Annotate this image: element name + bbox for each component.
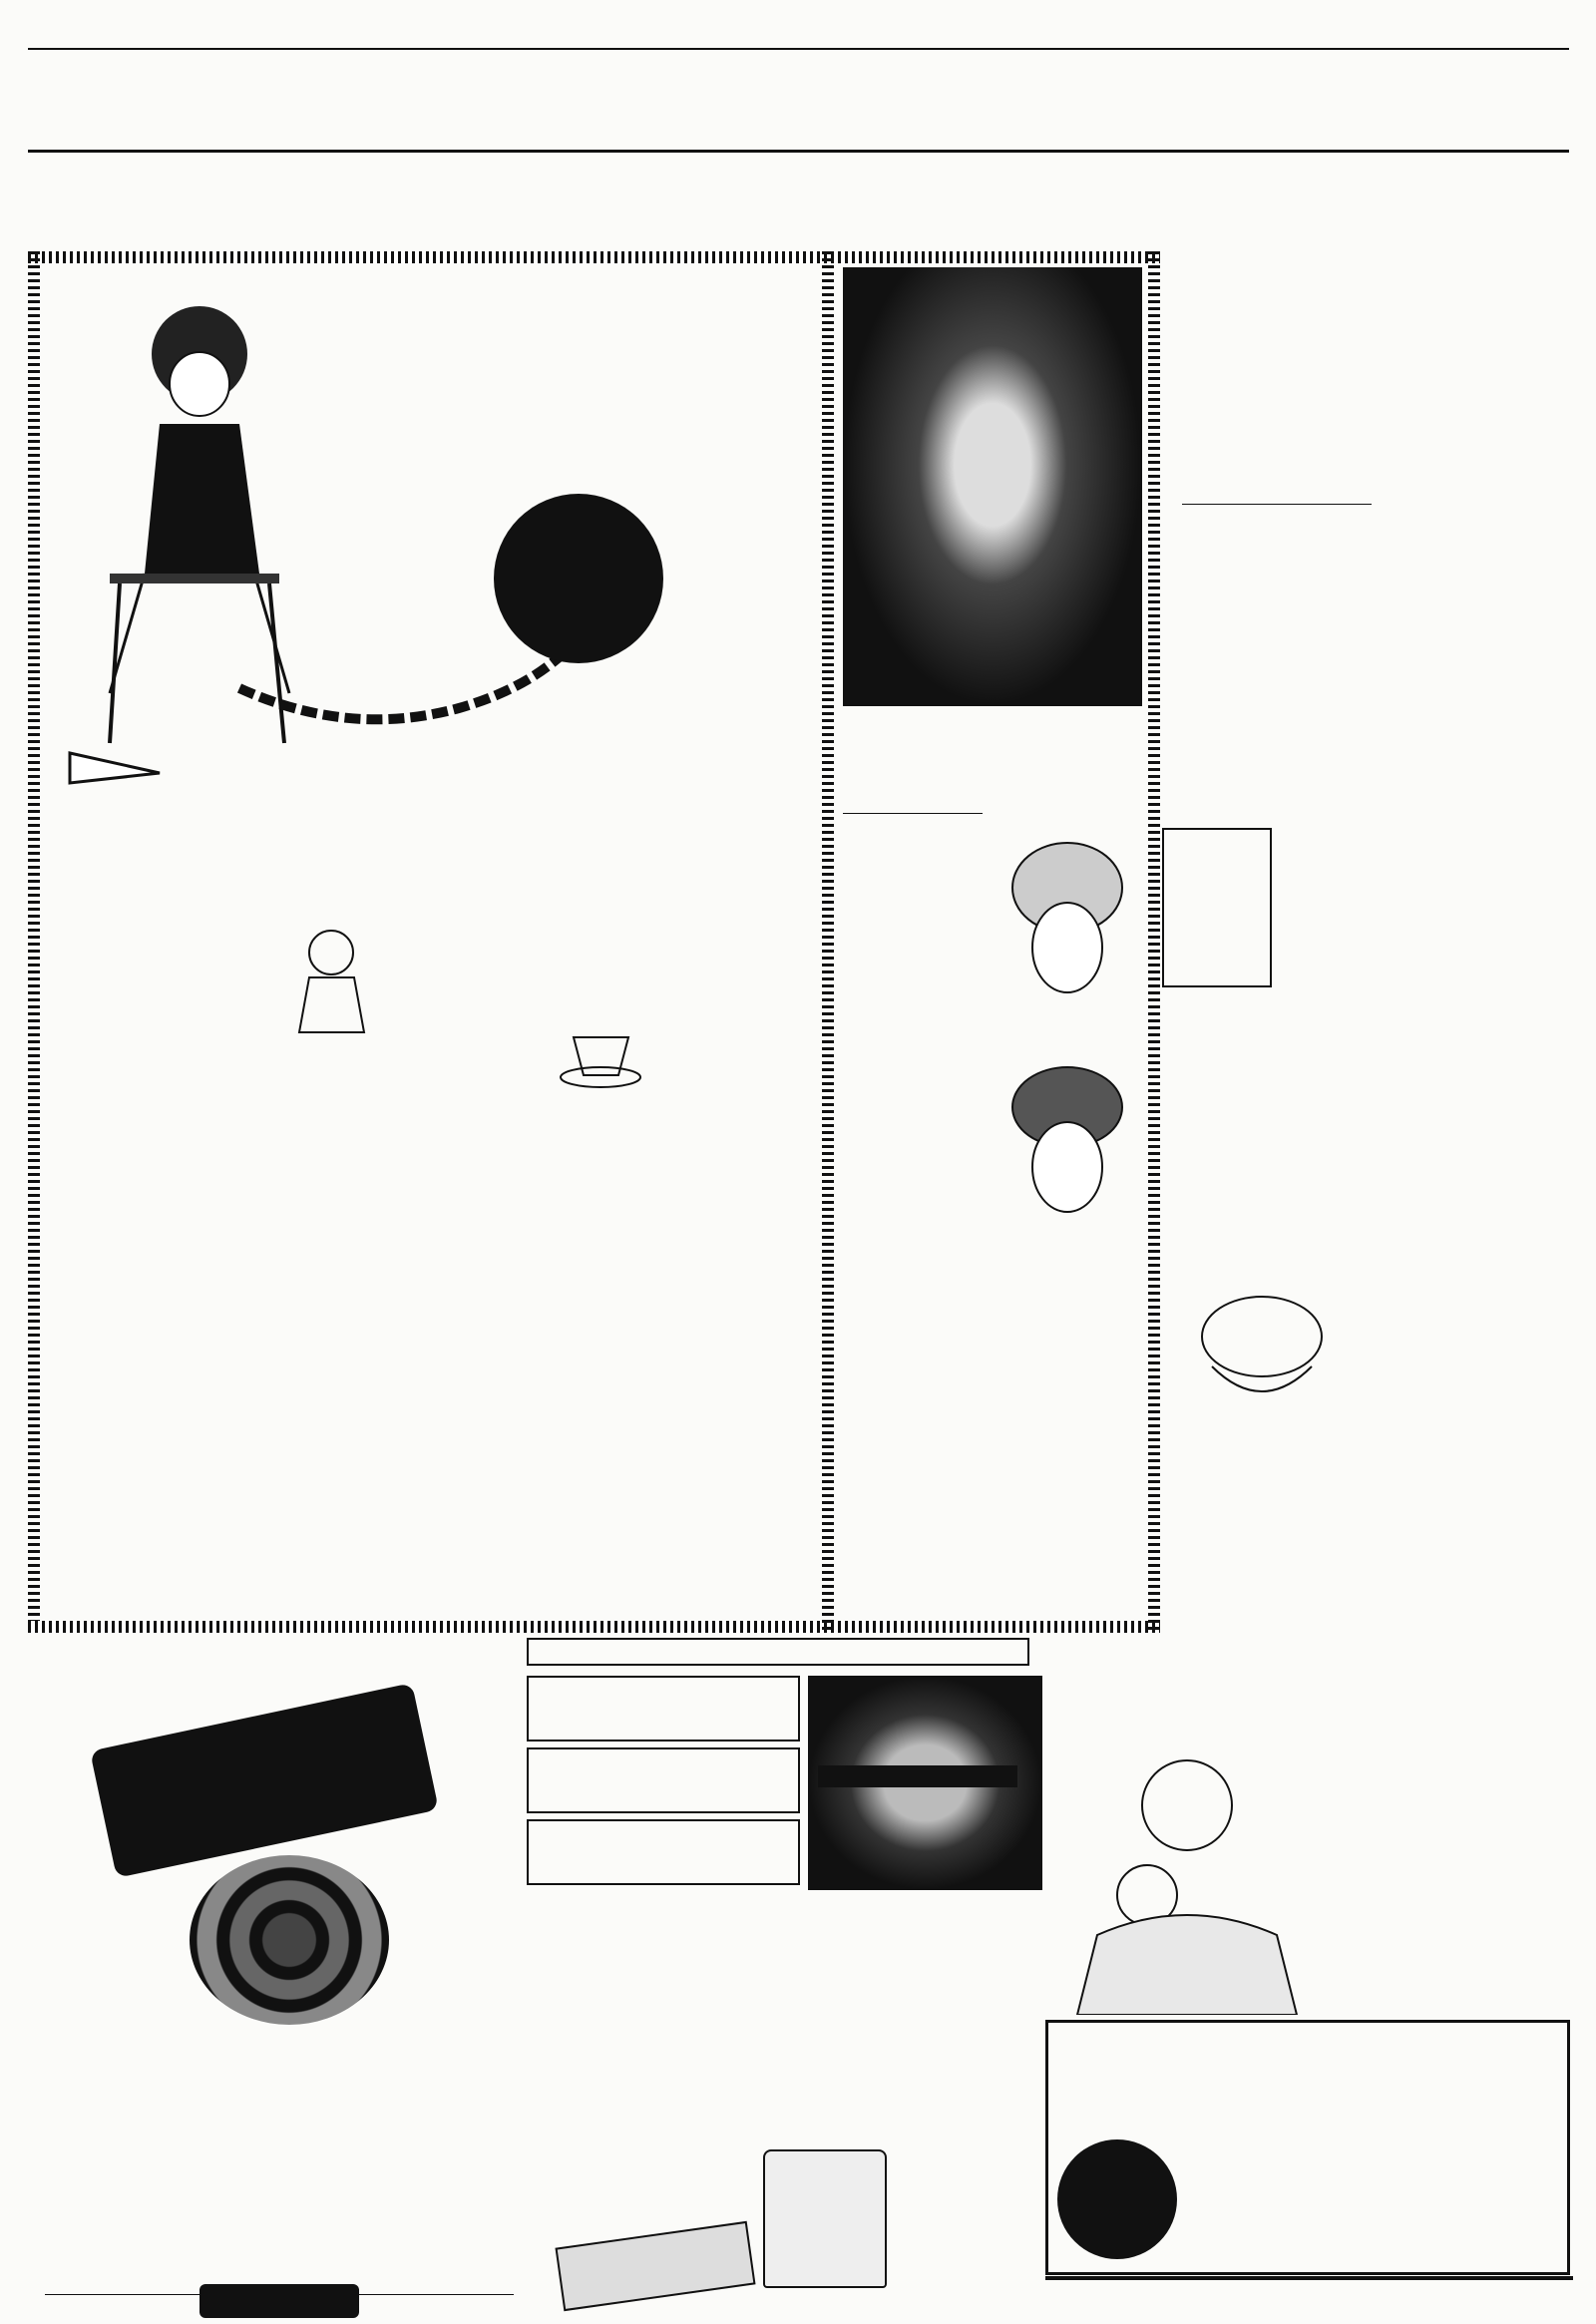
moichia-h2-box	[527, 1747, 800, 1813]
lead-col5	[678, 419, 813, 1601]
xborder-left	[28, 251, 40, 1633]
rose-image	[190, 1855, 389, 2025]
rol-box-small	[200, 2284, 359, 2318]
dress-shape	[145, 424, 259, 574]
eye-bar	[818, 1765, 1017, 1787]
ball-shape	[494, 494, 663, 663]
hats-text	[1002, 1297, 1142, 1386]
hat-illustration-3	[1172, 1277, 1352, 1416]
xborder-bottom	[28, 1621, 1160, 1633]
moichia-text2	[810, 1900, 1024, 1990]
mother-daughter-illustration	[1037, 1736, 1337, 2015]
top-rule	[28, 48, 1569, 50]
mystiko-ad2	[843, 1002, 983, 1242]
xborder-top	[28, 251, 1160, 263]
mystiko-title	[843, 813, 983, 814]
nivea-slogan	[1045, 2276, 1573, 2280]
rol-text1	[45, 2100, 514, 2161]
masthead-rule	[28, 150, 1569, 153]
moichia-kicker-box	[527, 1638, 1029, 1666]
baking-box	[555, 2221, 755, 2311]
anita-caption-text	[843, 743, 1142, 803]
hat-illustration-2	[988, 1047, 1147, 1277]
baking-can	[763, 2149, 887, 2288]
face-shape	[170, 352, 229, 416]
hat-illustration-1	[988, 818, 1147, 1037]
moichia-h3-box	[527, 1819, 800, 1885]
tea-illustration	[544, 987, 658, 1097]
nivea-tin	[1057, 2139, 1177, 2259]
lead-col4	[539, 833, 663, 1601]
spacer	[529, 2299, 530, 2300]
mystiko-text	[843, 833, 983, 943]
moichia-h1-box	[527, 1676, 800, 1742]
lead-col3	[404, 833, 529, 1601]
anita-photo	[843, 267, 1142, 706]
moichia-text	[527, 1990, 1025, 2125]
rol-text2	[45, 2206, 514, 2276]
xborder-mid	[822, 251, 834, 1633]
moichia-text3	[888, 2134, 1017, 2309]
boy-drinking-illustration	[269, 918, 394, 1037]
rol-tagline	[45, 2294, 514, 2295]
rol-box	[90, 1683, 439, 1878]
nivea-quote	[1232, 2001, 1583, 2263]
lead-col1	[48, 733, 252, 1601]
xborder-right	[1148, 251, 1160, 1633]
sidebar-subhead	[1182, 504, 1372, 508]
chain-shape	[239, 648, 569, 719]
